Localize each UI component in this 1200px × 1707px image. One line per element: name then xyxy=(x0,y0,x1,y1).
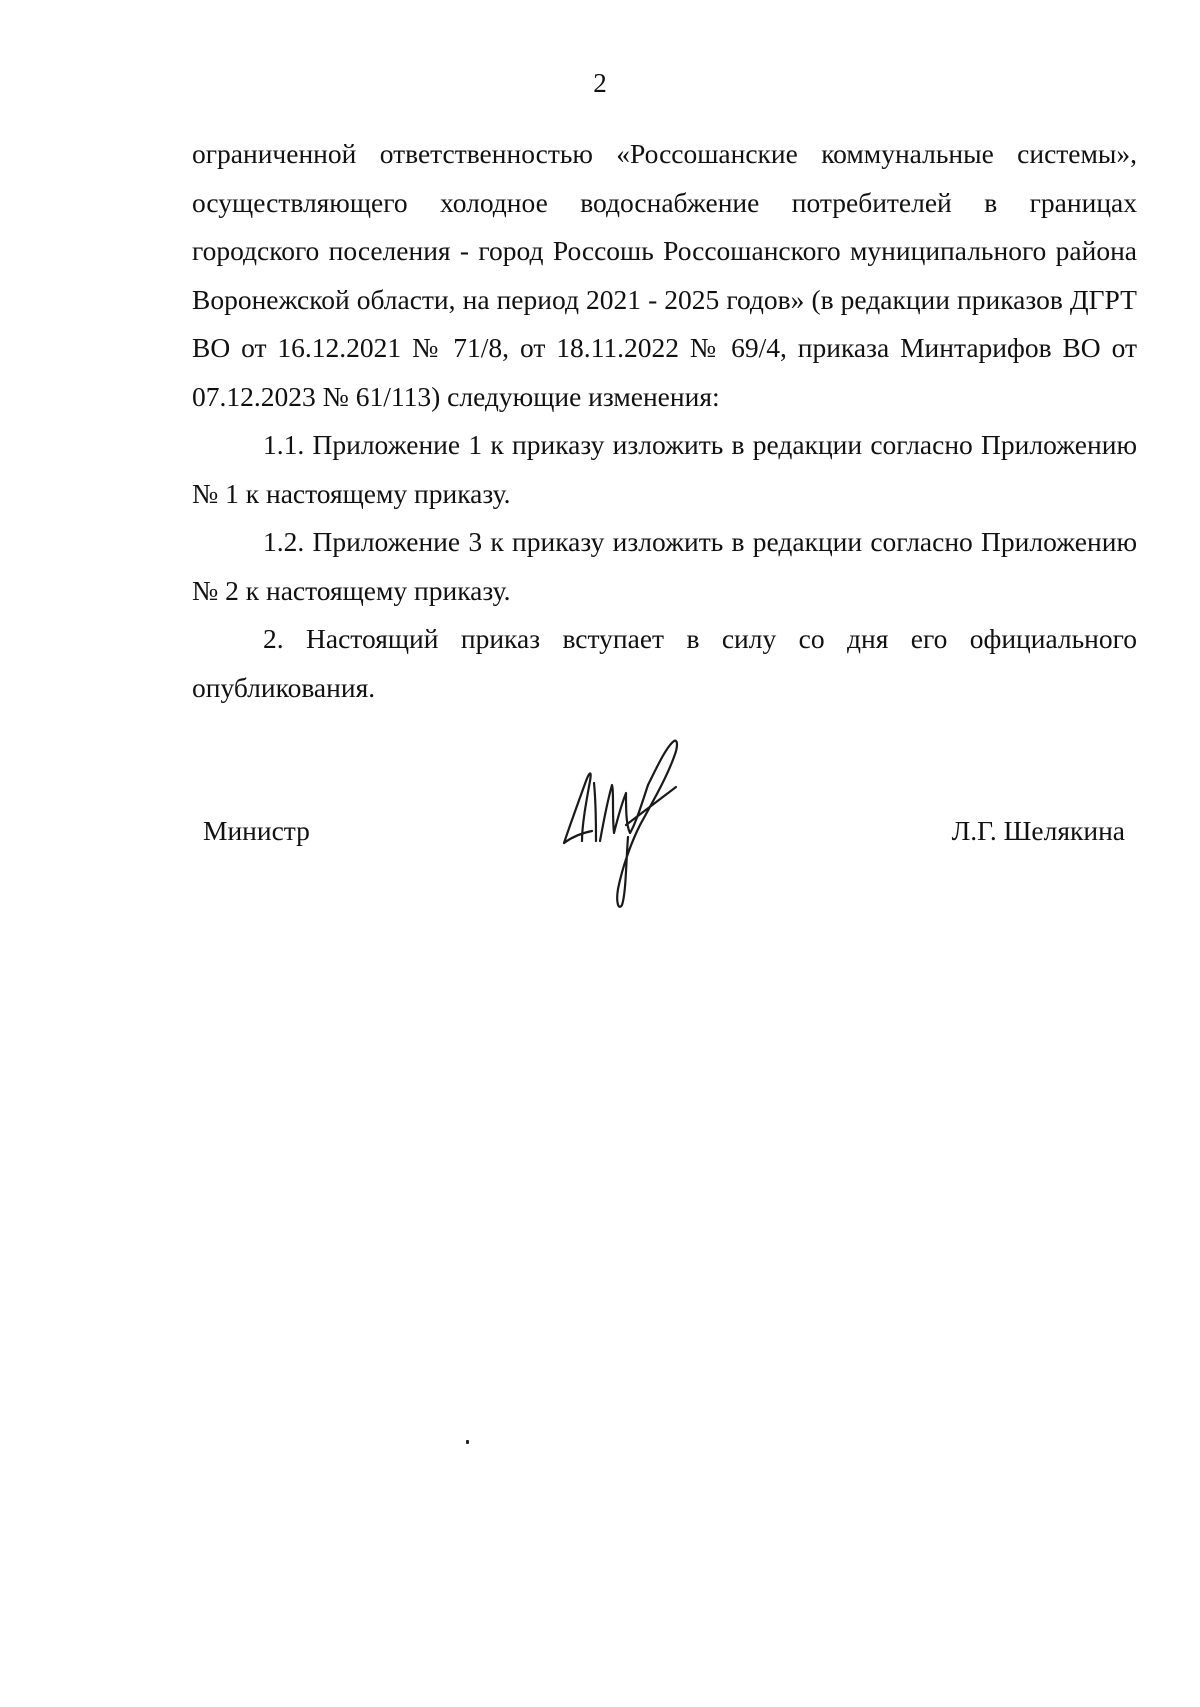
scan-speck xyxy=(466,1440,469,1444)
signer-position: Министр xyxy=(203,815,310,846)
paragraph-item-1-1: 1.1. Приложение 1 к приказу изложить в редакции согласно Приложению № 1 к настоящему приказу. xyxy=(192,429,1137,509)
signer-name: Л.Г. Шелякина xyxy=(951,815,1125,846)
paragraph-continuation: ограниченной ответственностью «Россошанские коммунальные системы», осуществляющего холодное водоснабжение потребителей в границах городского поселения - город Россошь Россошанского муниципального района Воронежской области, на период 2021 - 2025 годов» (в редакции приказов ДГРТ ВО от 16.12.2021 № 71/8, от 18.11.2022 № 69/4, приказа Минтарифов ВО от 07.12.2023 № 61/113) следующие изменения: xyxy=(192,138,1137,412)
handwritten-signature xyxy=(556,733,696,918)
paragraph-item-1-2: 1.2. Приложение 3 к приказу изложить в редакции согласно Приложению № 2 к настоящему приказу. xyxy=(192,526,1137,606)
page-number: 2 xyxy=(593,68,607,98)
paragraph-item-2: 2. Настоящий приказ вступает в силу со дня его официального опубликования. xyxy=(192,623,1137,703)
document-body xyxy=(192,130,1137,712)
